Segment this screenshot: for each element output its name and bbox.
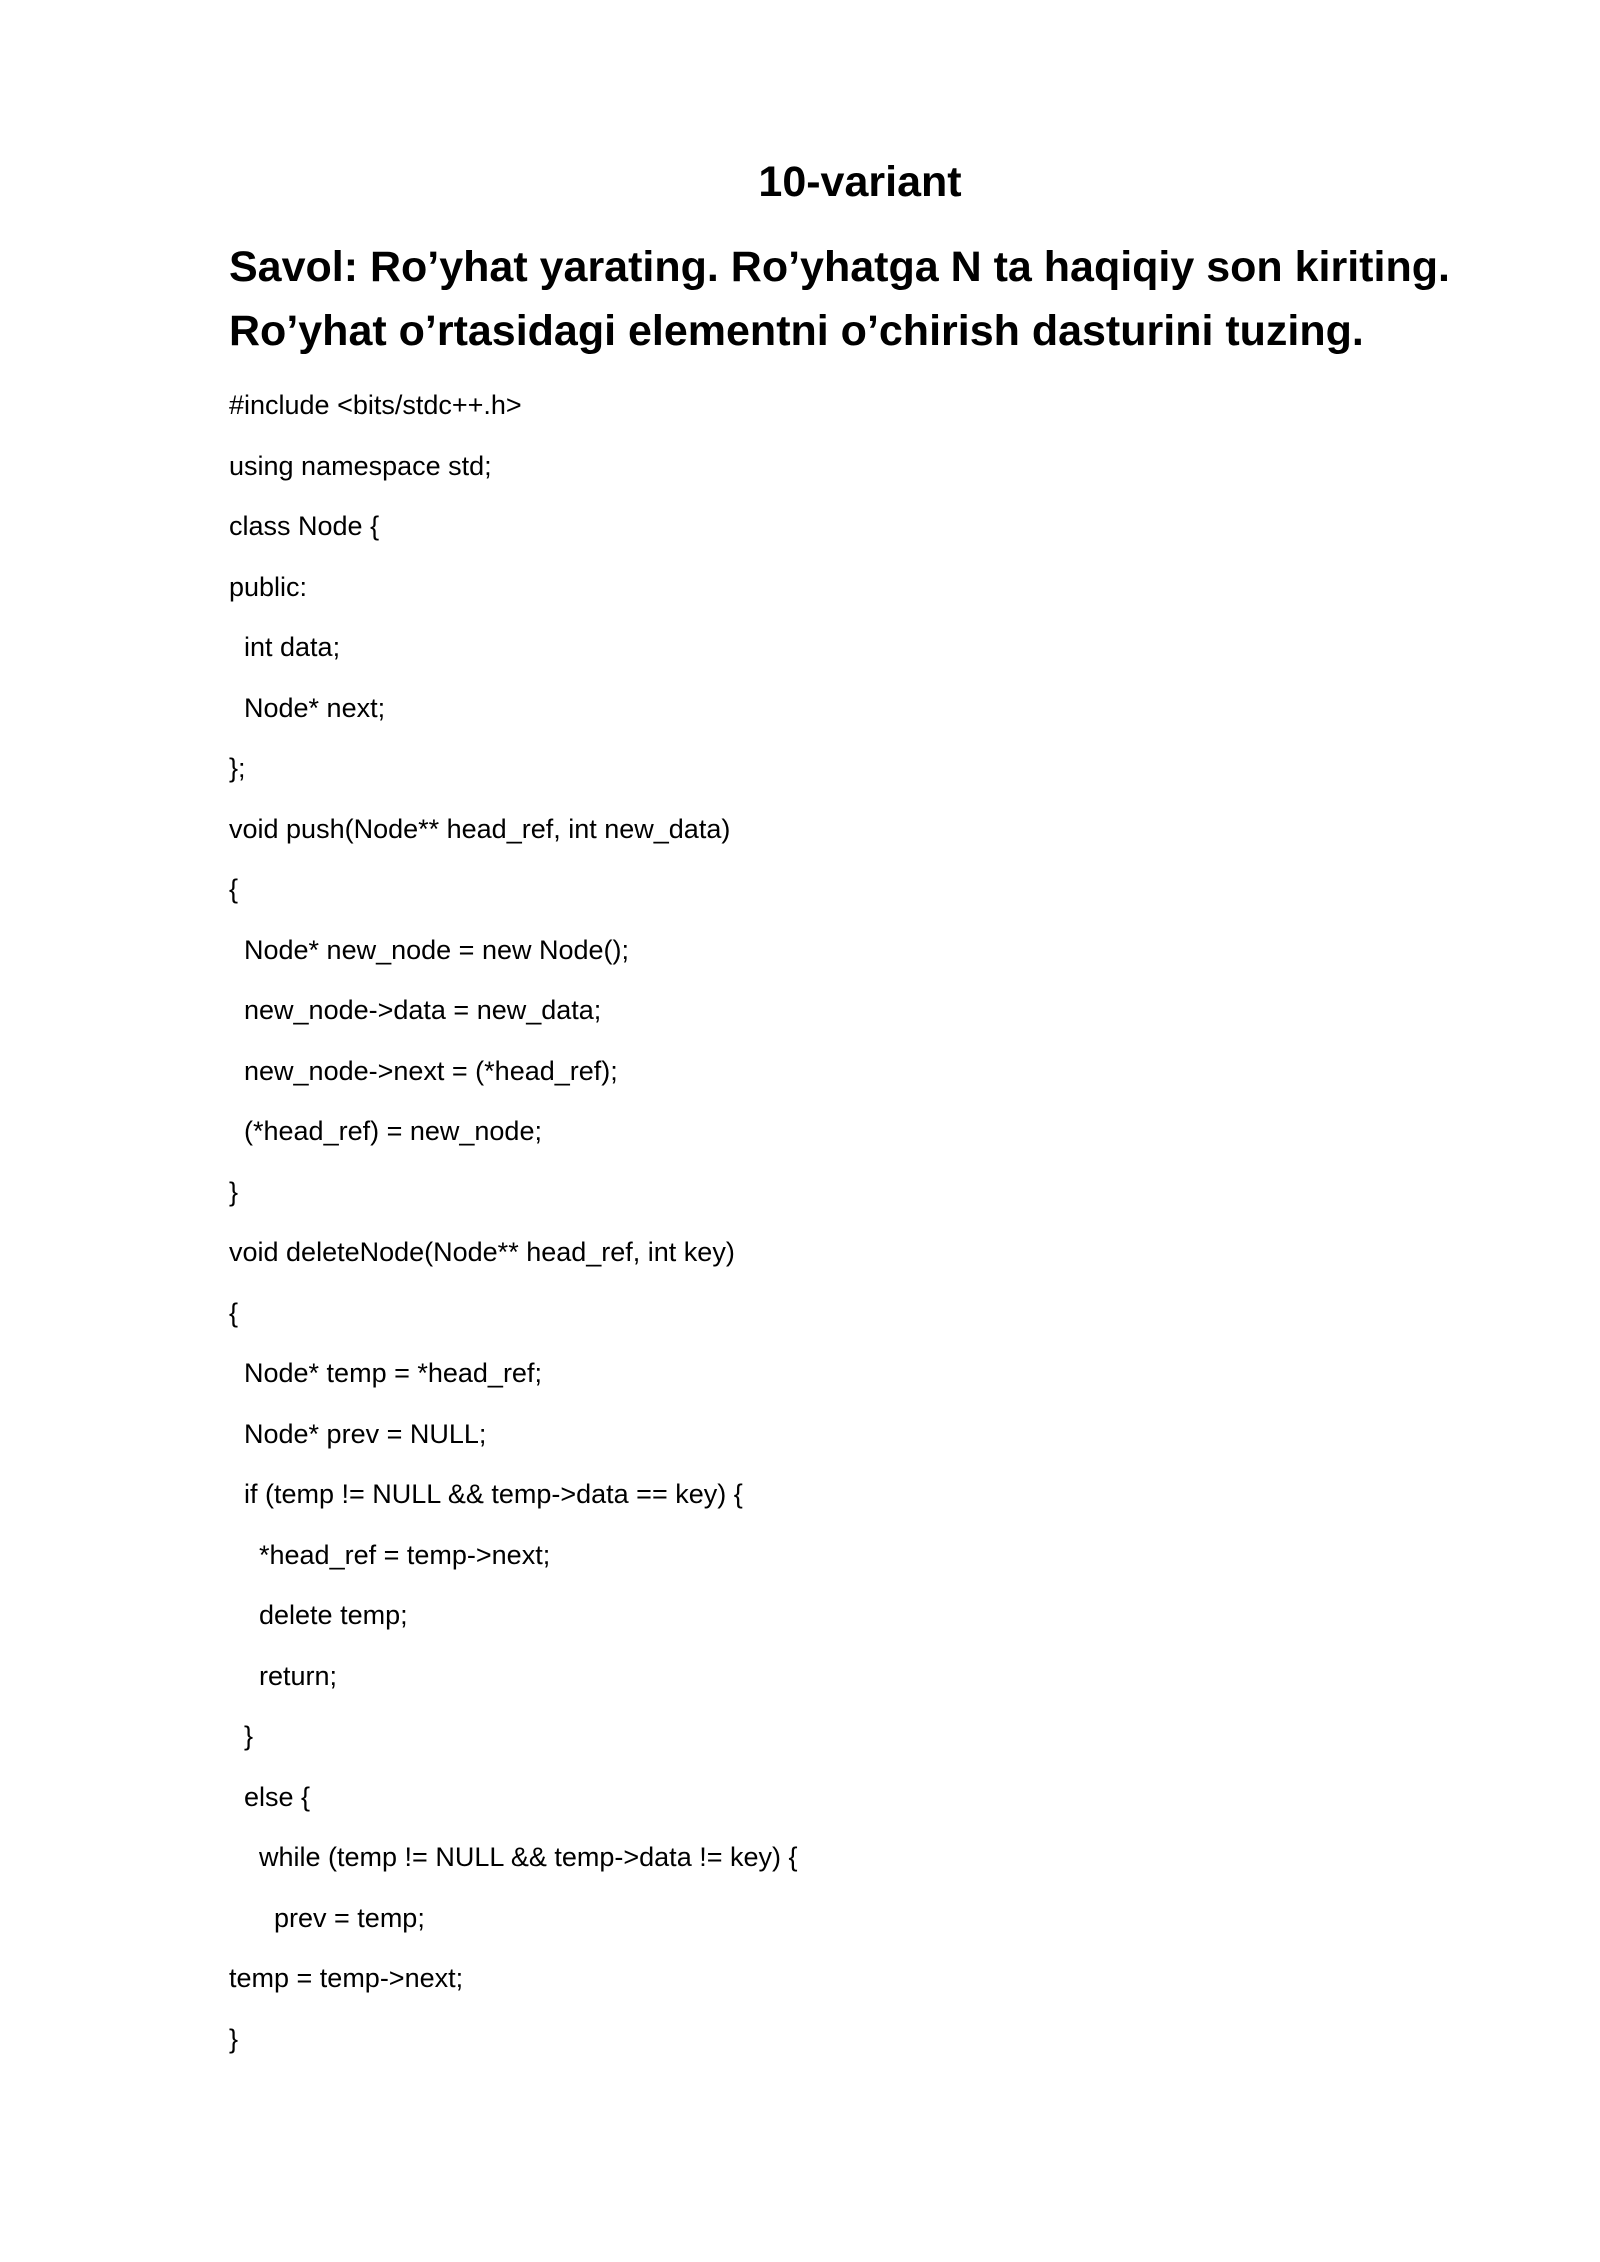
- code-line: new_node->next = (*head_ref);: [229, 1055, 618, 1086]
- code-line: class Node {: [229, 511, 380, 541]
- code-listing: [229, 383, 1429, 2077]
- code-line: {: [229, 874, 239, 904]
- code-line: delete temp;: [229, 1600, 408, 1630]
- code-line: #include <bits/stdc++.h>: [229, 390, 522, 420]
- code-line: int data;: [229, 632, 341, 662]
- question-heading: [229, 235, 1469, 363]
- code-line: else {: [229, 1781, 311, 1812]
- question-line: Ro’yhat o’rtasidagi elementni o’chirish dasturini tuzing.: [229, 307, 1364, 355]
- code-line: (*head_ref) = new_node;: [229, 1116, 542, 1146]
- code-line: new_node->data = new_data;: [229, 995, 602, 1025]
- code-line: using namespace std;: [229, 450, 492, 481]
- code-line: }: [229, 1176, 239, 1207]
- code-line: void deleteNode(Node** head_ref, int key): [229, 1237, 735, 1267]
- code-line: return;: [229, 1660, 338, 1691]
- code-line: Node* next;: [229, 692, 386, 723]
- code-line: while (temp != NULL && temp->data != key) {: [229, 1842, 798, 1872]
- code-line: Node* temp = *head_ref;: [229, 1358, 542, 1388]
- code-line: {: [229, 1297, 239, 1328]
- variant-title: 10-variant: [758, 158, 962, 206]
- question-line: Savol: Ro’yhat yarating. Ro’yhatga N ta haqiqiy son kiriting.: [229, 243, 1450, 291]
- code-line: Node* new_node = new Node();: [229, 934, 630, 965]
- code-line: }: [229, 1721, 254, 1751]
- code-line: Node* prev = NULL;: [229, 1418, 487, 1449]
- code-line: temp = temp->next;: [229, 1963, 464, 1993]
- code-line: }: [229, 2023, 239, 2054]
- code-line: };: [229, 753, 246, 783]
- code-line: public:: [229, 571, 308, 602]
- code-line: void push(Node** head_ref, int new_data): [229, 813, 731, 844]
- code-line: *head_ref = temp->next;: [229, 1539, 551, 1570]
- code-line: prev = temp;: [229, 1902, 425, 1933]
- code-line: if (temp != NULL && temp->data == key) {: [229, 1479, 743, 1509]
